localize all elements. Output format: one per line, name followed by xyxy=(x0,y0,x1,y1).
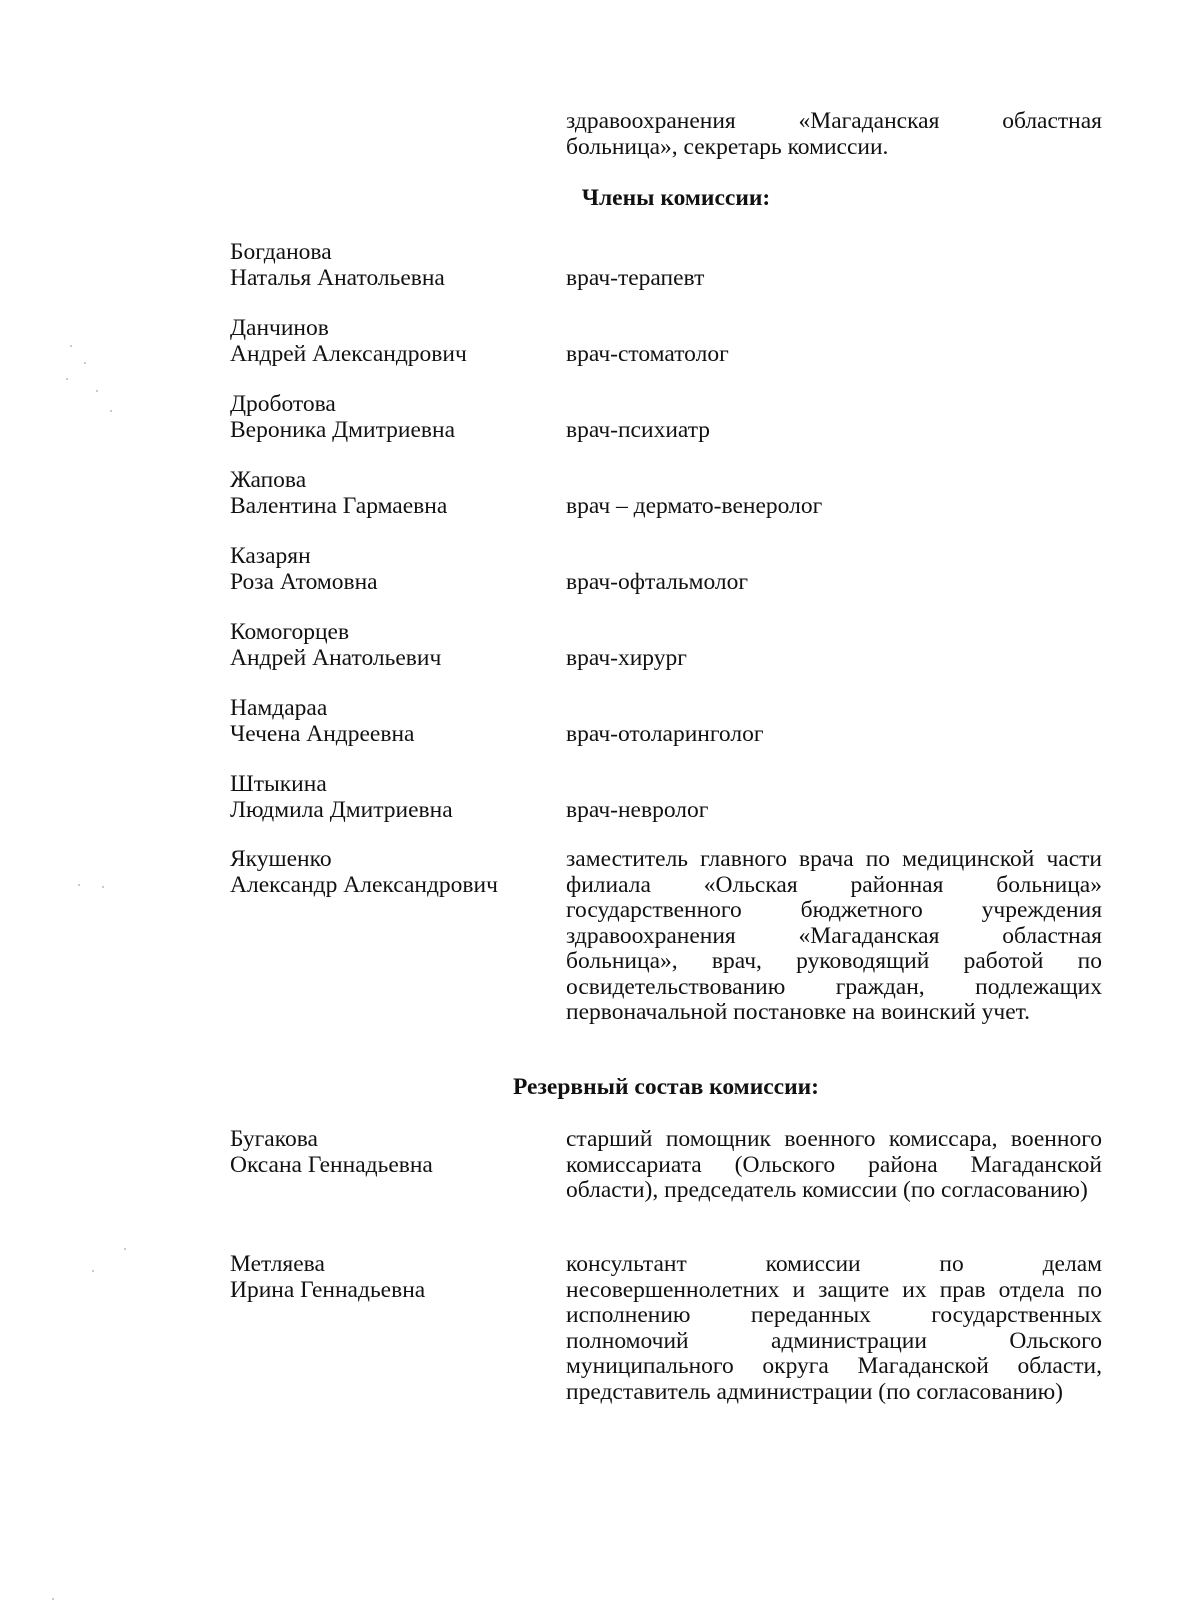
scan-speckle xyxy=(96,390,98,392)
member-given-name: Роза Атомовна xyxy=(230,568,378,595)
member-name xyxy=(230,620,560,671)
reserve-role: старший помощник военного комиссара, военного комиссариата (Ольского района Магаданской области), председатель комиссии (по согласованию) xyxy=(566,1126,1102,1203)
member-surname: Жапова xyxy=(230,467,307,493)
member-name xyxy=(230,772,560,823)
member-name xyxy=(230,392,560,443)
member-surname: Штыкина xyxy=(230,771,327,797)
scan-speckle xyxy=(124,1248,126,1250)
reserve-name xyxy=(230,1127,560,1178)
reserve-role: консультант комиссии по делам несовершеннолетних и защите их прав отдела по исполнению переданных государственных полномочий администрации Ольского муниципального округа Магаданской области, представитель администрации (по согласованию) xyxy=(566,1251,1102,1405)
reserve-given-name: Оксана Геннадьевна xyxy=(230,1151,433,1178)
member-name xyxy=(230,544,560,595)
scan-speckle xyxy=(84,362,86,364)
member-role: врач-терапевт xyxy=(566,264,705,291)
member-given-name: Чечена Андреевна xyxy=(230,720,415,747)
member-surname: Казарян xyxy=(230,543,311,569)
member-name xyxy=(230,316,560,367)
member-name xyxy=(230,847,560,898)
member-surname: Намдараа xyxy=(230,695,328,721)
member-role: заместитель главного врача по медицинской части филиала «Ольская районная больница» государственного бюджетного учреждения здравоохранения «Магаданская областная больница», врач, руководящий работой по освидетельствованию граждан, подлежащих первоначальной постановке на воинский учет. xyxy=(566,846,1102,1025)
reserve-heading: Резервный состав комиссии: xyxy=(512,1074,820,1100)
member-surname: Дроботова xyxy=(230,391,336,417)
scan-speckle xyxy=(70,345,72,347)
member-role: врач-психиатр xyxy=(566,416,711,443)
member-given-name: Андрей Александрович xyxy=(230,340,467,367)
member-role: врач – дермато-венеролог xyxy=(566,492,823,519)
scan-speckle xyxy=(52,1598,54,1600)
scan-speckle xyxy=(66,378,68,380)
reserve-given-name: Ирина Геннадьевна xyxy=(230,1276,426,1303)
member-role: врач-офтальмолог xyxy=(566,568,749,595)
member-role: врач-невролог xyxy=(566,796,709,823)
member-role: врач-отоларинголог xyxy=(566,720,764,747)
intro-paragraph: здравоохранения «Магаданская областная больница», секретарь комиссии. xyxy=(566,108,1102,160)
member-role: врач-хирург xyxy=(566,644,687,671)
reserve-name xyxy=(230,1252,560,1303)
member-given-name: Андрей Анатольевич xyxy=(230,644,442,671)
member-given-name: Наталья Анатольевна xyxy=(230,264,445,291)
member-surname: Якушенко xyxy=(230,846,332,872)
member-given-name: Людмила Дмитриевна xyxy=(230,796,453,823)
scan-speckle xyxy=(92,1270,94,1272)
member-role: врач-стоматолог xyxy=(566,340,729,367)
member-name xyxy=(230,696,560,747)
member-name xyxy=(230,240,560,291)
member-given-name: Валентина Гармаевна xyxy=(230,492,448,519)
scan-speckle xyxy=(102,886,104,888)
member-given-name: Вероника Дмитриевна xyxy=(230,416,456,443)
member-surname: Комогорцев xyxy=(230,619,350,645)
member-surname: Данчинов xyxy=(230,315,329,341)
member-surname: Богданова xyxy=(230,239,332,265)
scan-speckle xyxy=(78,884,80,886)
scan-speckle xyxy=(110,410,112,412)
member-given-name: Александр Александрович xyxy=(230,871,498,898)
member-name xyxy=(230,468,560,519)
members-heading: Члены комиссии: xyxy=(581,185,771,211)
reserve-surname: Метляева xyxy=(230,1251,325,1277)
reserve-surname: Бугакова xyxy=(230,1126,318,1152)
